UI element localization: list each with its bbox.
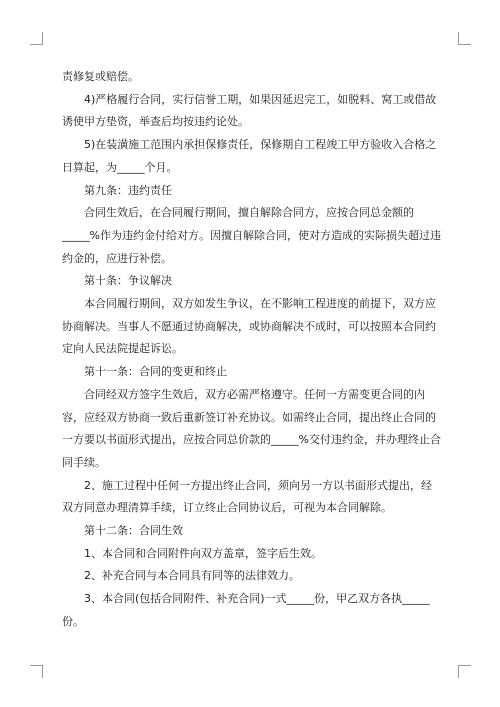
paragraph-article-10-body: 本合同履行期间，双方如发生争议，在不影响工程进度的前提下，双方应协商解决。当事人不愿通过协商解决，或协商解决不成时，可以按照本合同约定向人民法院提起诉讼。: [62, 297, 436, 356]
heading-article-10: 第十条：争议解决: [84, 274, 172, 288]
crop-mark-bottom-left: [30, 665, 43, 678]
heading-article-12: 第十二条：合同生效: [84, 524, 183, 538]
paragraph-article-9-body: 合同生效后，在合同履行期间，擅自解除合同方，应按合同总金额的_____%作为违约金付给对方。因擅自解除合同，使对方造成的实际损失超过违约金的，应进行补偿。: [62, 206, 441, 265]
paragraph-article-12-item-3: 3、本合同(包括合同附件、补充合同)一式_____份，甲乙双方各执_____份。: [62, 592, 430, 628]
paragraph-article-12-item-2: 2、补充合同与本合同具有同等的法律效力。: [84, 569, 300, 583]
heading-article-9: 第九条：违约责任: [84, 183, 172, 197]
paragraph-repair-liability-end: 责修复或赔偿。: [62, 70, 139, 83]
crop-mark-top-left: [30, 32, 43, 45]
paragraph-article-11-body: 合同经双方签字生效后，双方必需严格遵守。任何一方需变更合同的内容，应经双方协商一致后重新签订补充协议。如需终止合同，提出终止合同的一方要以书面形式提出，应按合同总价款的_____%交付违约金，并办理终止合同手续。: [62, 387, 441, 469]
document-page: [62, 66, 442, 634]
paragraph-article-12-item-1: 1、本合同和合同附件向双方盖章，签字后生效。: [84, 546, 322, 560]
paragraph-clause-5: 5)在装潢施工范围内承担保修责任，保修期自工程竣工甲方验收入合格之日算起，为_____个月。: [62, 138, 437, 174]
crop-mark-top-right: [458, 32, 471, 45]
heading-article-11: 第十一条：合同的变更和终止: [84, 365, 227, 379]
crop-mark-bottom-right: [458, 665, 471, 678]
paragraph-clause-4: 4)严格履行合同，实行信誉工期，如果因延迟完工，如脱料、窝工或借故诱使甲方垫资，举查后均按违约论处。: [62, 92, 437, 129]
paragraph-article-11-item-2: 2、施工过程中任何一方提出终止合同，须向另一方以书面形式提出，经双方同意办理清算手续，订立终止合同协议后，可视为本合同解除。: [62, 478, 432, 515]
